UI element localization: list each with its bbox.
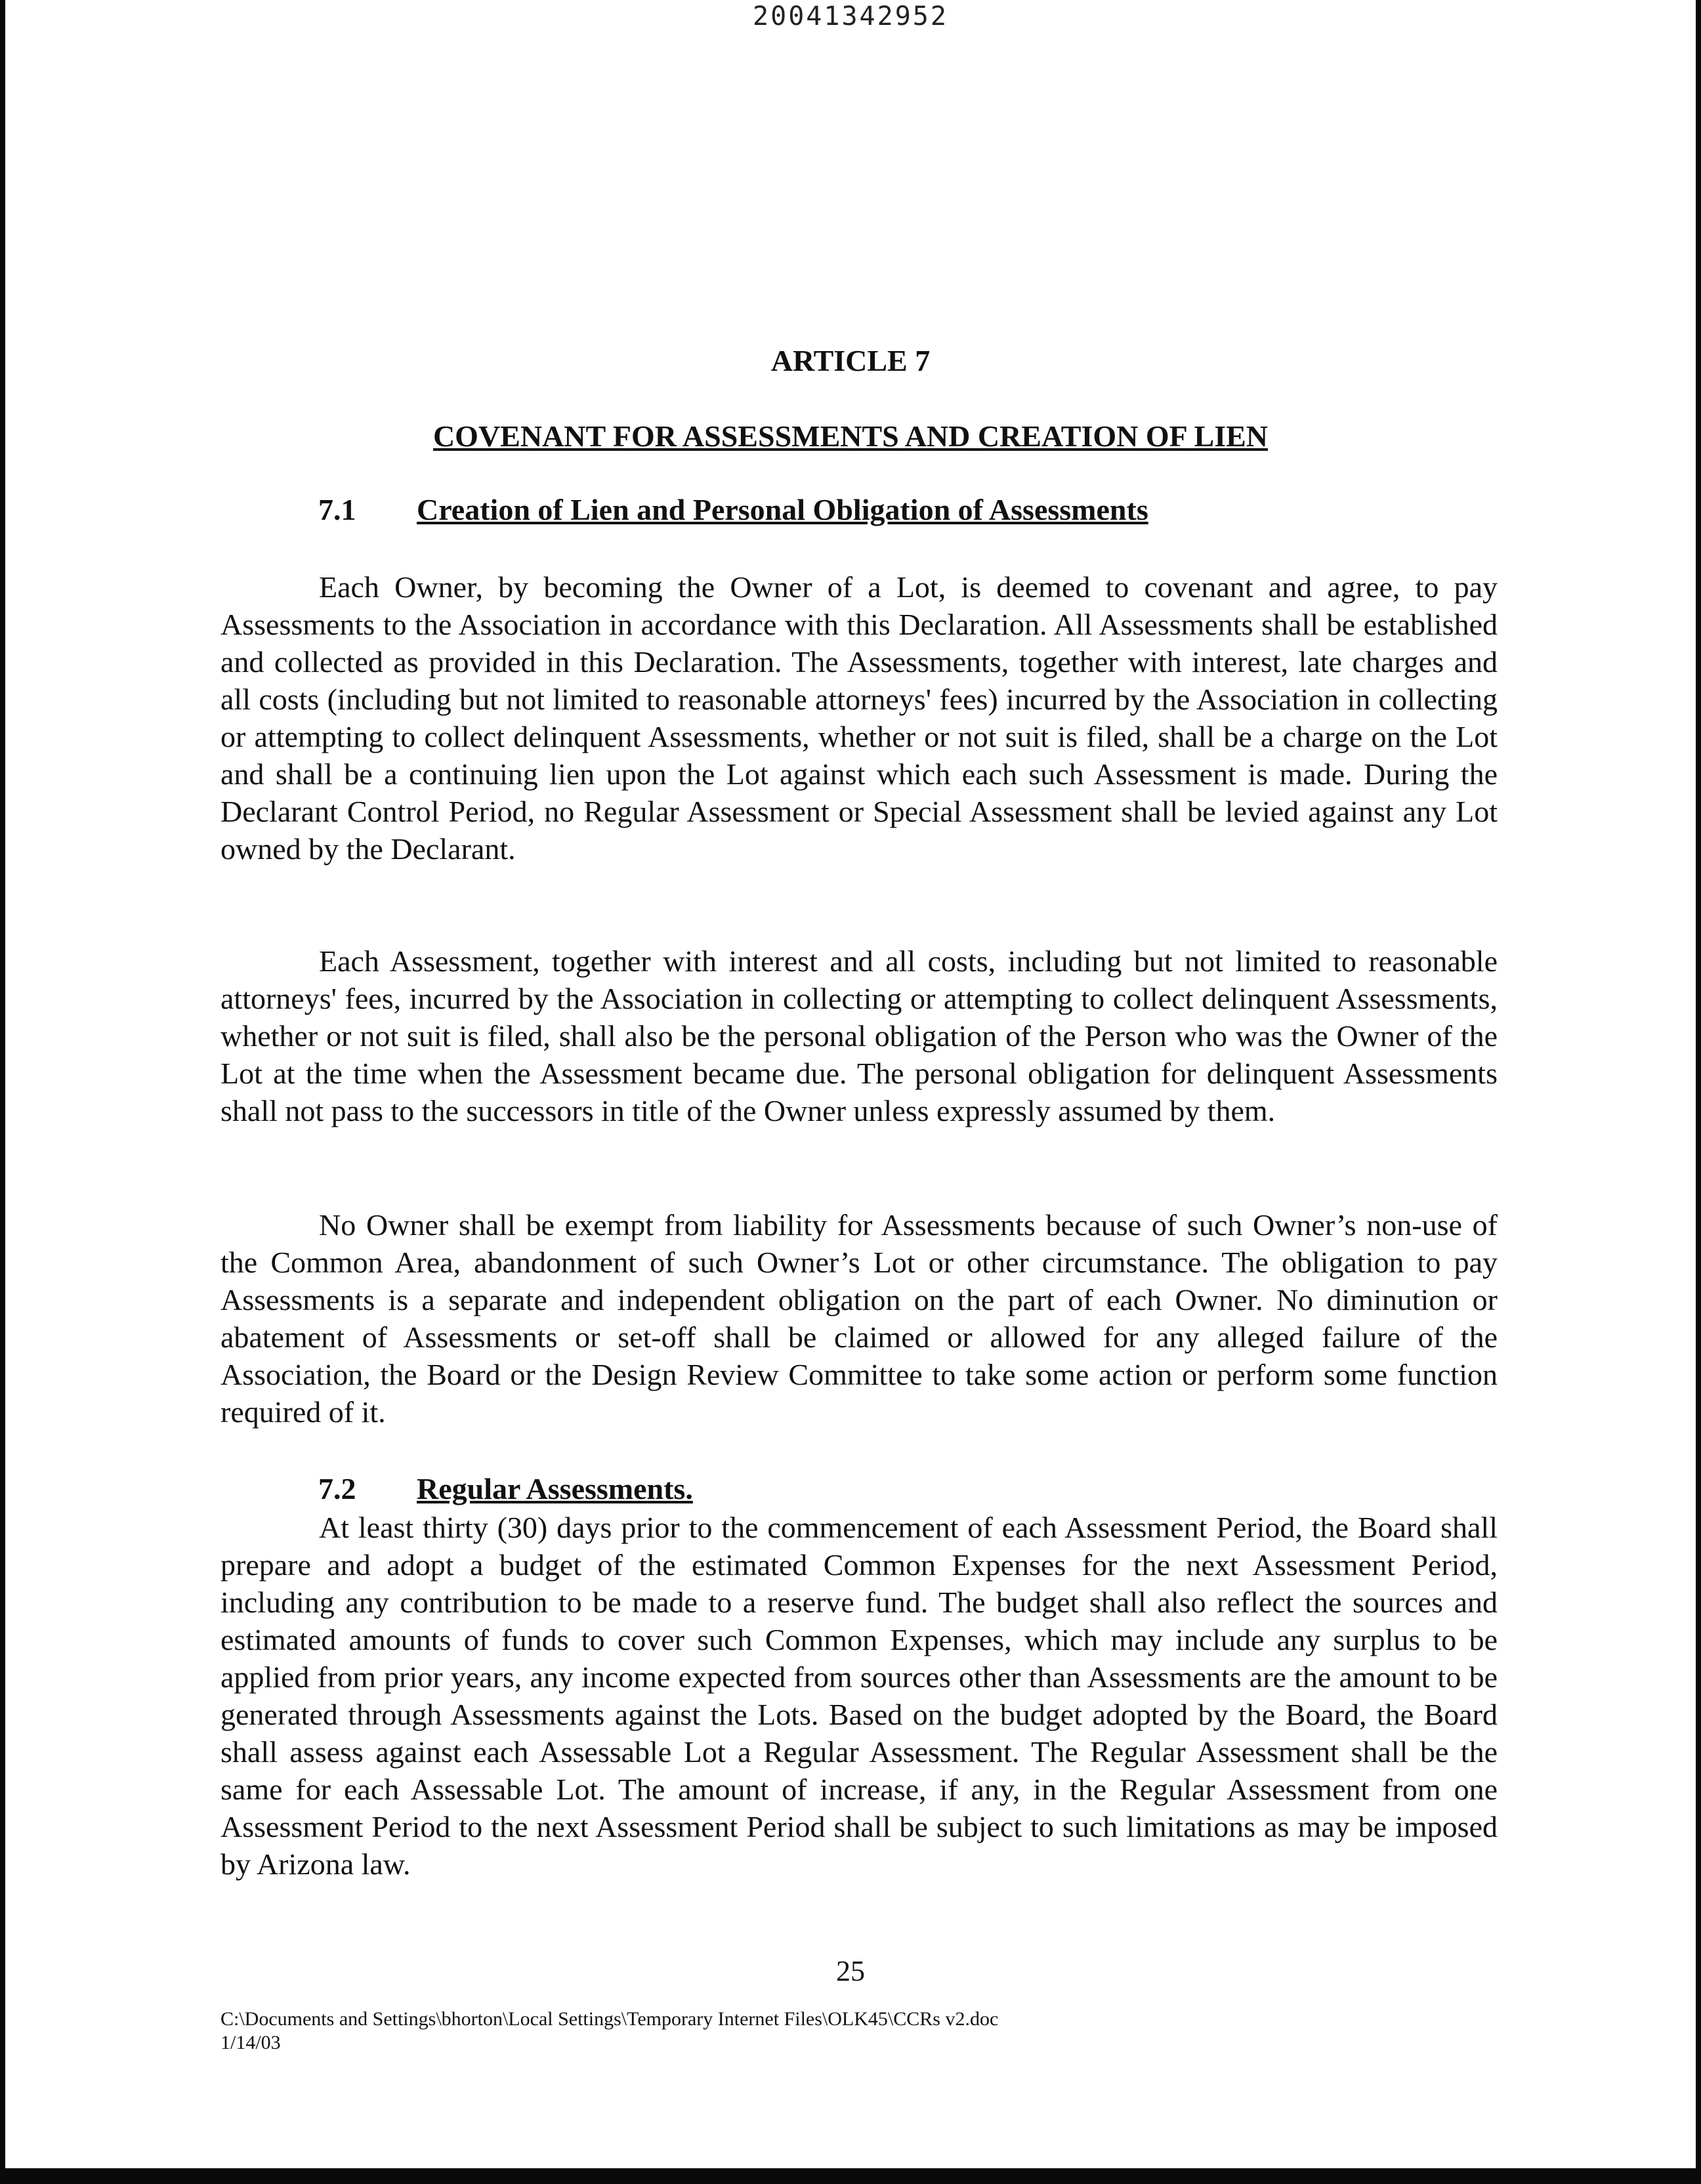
- section-number: 7.2: [318, 1472, 356, 1505]
- paragraph: Each Assessment, together with interest and all costs, including but not limited to reasonable attorneys' fees, incurred by the Association in collecting or attempting to collect delinquent Assessments, whether or not suit is filed, shall also be the personal obligation of the Person who was the Owner of the Lot at the time when the Assessment became due. The personal obligation for delinquent Assessments shall not pass to the successors in title of the Owner unless expressly assumed by them.: [220, 944, 1498, 1127]
- article-title: ARTICLE 7: [770, 344, 931, 377]
- article-subtitle: COVENANT FOR ASSESSMENTS AND CREATION OF LIEN: [432, 419, 1269, 453]
- paragraph: No Owner shall be exempt from liability for Assessments because of such Owner’s non-use of the Common Area, abandonment of such Owner’s Lot or other circumstance. The obligation to pay Assessments is a separate and independent obligation on the part of each Owner. No diminution or abatement of Assessments or set-off shall be claimed or allowed for any alleged failure of the Association, the Board or the Design Review Committee to take some action or perform some function required of it.: [220, 1208, 1498, 1429]
- section-title: Regular Assessments.: [417, 1472, 693, 1505]
- scan-border-bottom: [0, 2168, 1701, 2184]
- footer-file-path: C:\Documents and Settings\bhorton\Local Settings\Temporary Internet Files\OLK45\CCRs v2.doc: [220, 2008, 999, 2030]
- section-heading-7-2: [318, 1471, 693, 1506]
- scan-border-left: [0, 0, 5, 2184]
- paragraph: Each Owner, by becoming the Owner of a Lot, is deemed to covenant and agree, to pay Assessments to the Association in accordance with this Declaration. All Assessments shall be established and collected as provided in this Declaration. The Assessments, together with interest, late charges and all costs (including but not limited to reasonable attorneys' fees) incurred by the Association in collecting or attempting to collect delinquent Assessments, whether or not suit is filed, shall be a charge on the Lot and shall be a continuing lien upon the Lot against which each such Assessment is made. During the Declarant Control Period, no Regular Assessment or Special Assessment shall be levied against any Lot owned by the Declarant.: [220, 570, 1498, 866]
- paragraph: At least thirty (30) days prior to the commencement of each Assessment Period, the Board shall prepare and adopt a budget of the estimated Common Expenses for the next Assessment Period, including any contribution to be made to a reserve fund. The budget shall also reflect the sources and estimated amounts of funds to cover such Common Expenses, which may include any surplus to be applied from prior years, any income expected from sources other than Assessments are the amount to be generated through Assessments against the Lots. Based on the budget adopted by the Board, the Board shall assess against each Assessable Lot a Regular Assessment. The Regular Assessment shall be the same for each Assessable Lot. The amount of increase, if any, in the Regular Assessment from one Assessment Period to the next Assessment Period shall be subject to such limitations as may be imposed by Arizona law.: [220, 1511, 1498, 1881]
- document-id: 20041342952: [753, 1, 948, 32]
- scan-border-right: [1696, 0, 1701, 2184]
- section-number: 7.1: [318, 493, 356, 526]
- footer-date: 1/14/03: [220, 2032, 281, 2053]
- section-title: Creation of Lien and Personal Obligation of Assessments: [417, 493, 1148, 526]
- page-number: 25: [836, 1955, 865, 1987]
- section-heading-7-1: [318, 492, 1148, 527]
